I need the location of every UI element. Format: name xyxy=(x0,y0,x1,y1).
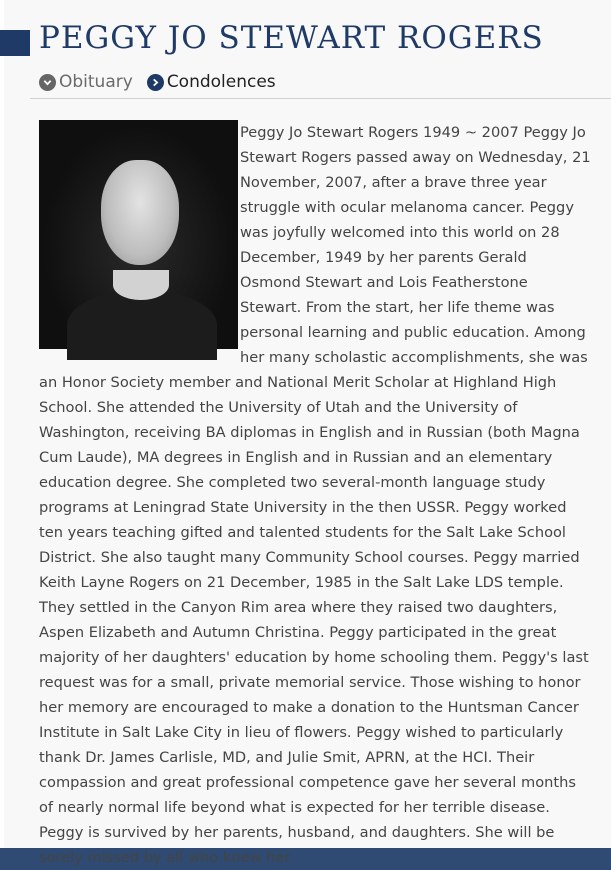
photo-spacer xyxy=(39,120,240,358)
chevron-down-icon xyxy=(39,74,56,91)
left-edge xyxy=(0,0,4,848)
obituary-text-block xyxy=(39,120,592,870)
obituary-tabs xyxy=(39,71,290,93)
obituary-text: Peggy Jo Stewart Rogers 1949 ~ 2007 Peggy Jo Stewart Rogers passed away on Wednesday, 21 November, 2007, after a brave three year struggle with ocular melanoma cancer. Peggy was joyfully welcomed into this world on 28 December, 1949 by her parents Gerald Osmond Stewart and Lois Featherstone Stewart. From the start, her life theme was personal learning and public education. Among her many scholastic accomplishments, she was an Honor Society member and National Merit Scholar at Highland High School. She attended the University of Utah and the University of Washington, receiving BA diplomas in English and in Russian (both Magna Cum Laude), MA degrees in English and in Russian and an elementary education degree. She completed two several-month language study programs at Leningrad State University in the then USSR. Peggy worked ten years teaching gifted and talented students for the Salt Lake School District. She also taught many Community School courses. Peggy married Keith Layne Rogers on 21 December, 1985 in the Salt Lake LDS temple. They settled in the Canyon Rim area where they raised two daughters, Aspen Elizabeth and Autumn Christina. Peggy participated in the great majority of her daughters' education by home schooling them. Peggy's last request was for a small, private memorial service. Those wishing to honor her memory are encouraged to make a donation to the Huntsman Cancer Institute in Salt Lake City in lieu of flowers. Peggy wished to particularly thank Dr. James Carlisle, MD, and Julie Smit, APRN, at the HCI. Their compassion and great professional competence gave her several months of nearly normal life beyond what is expected for her terrible disease. Peggy is survived by her parents, husband, and daughters. She will be sorely missed by all who knew her. xyxy=(39,124,591,866)
tab-condolences-label: Condolences xyxy=(166,72,276,92)
tab-obituary-label: Obituary xyxy=(59,72,133,92)
chevron-right-icon xyxy=(147,74,164,91)
tab-condolences[interactable] xyxy=(147,72,276,92)
tab-obituary[interactable] xyxy=(39,72,133,92)
divider xyxy=(30,98,611,99)
page-title: PEGGY JO STEWART ROGERS xyxy=(39,20,544,56)
title-accent-bar xyxy=(0,30,30,56)
